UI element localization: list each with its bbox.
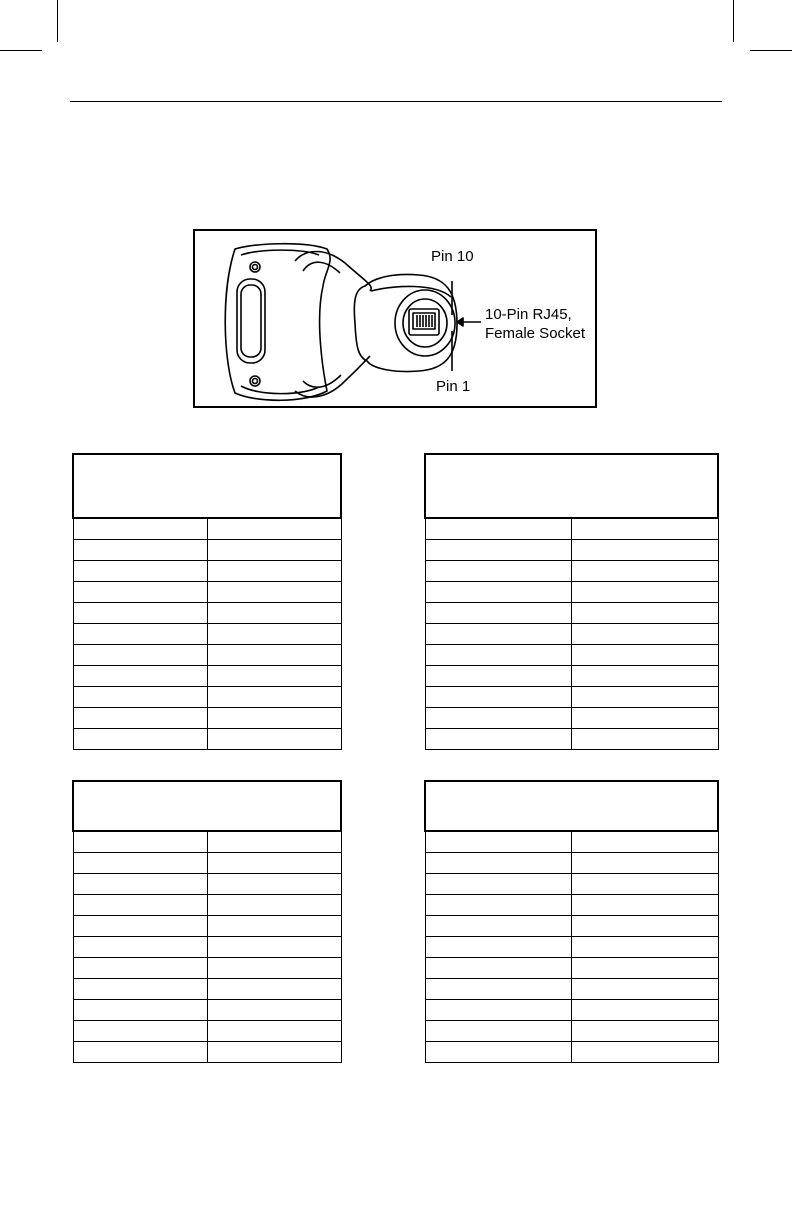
pin-10-label: Pin 10	[431, 248, 474, 265]
table-row	[425, 916, 718, 937]
table-row	[73, 687, 341, 708]
table-row	[73, 1021, 341, 1042]
pin-cell	[73, 979, 207, 1000]
pin-cell	[73, 853, 207, 874]
table-header-row	[425, 454, 718, 518]
pinout-table-top-right	[424, 453, 719, 750]
table-row	[425, 540, 718, 561]
pin-cell	[73, 831, 207, 853]
table-row	[425, 708, 718, 729]
signal-cell	[207, 687, 341, 708]
table-row	[73, 1000, 341, 1021]
pin-cell	[425, 582, 572, 603]
table-row	[73, 666, 341, 687]
signal-cell	[207, 603, 341, 624]
table-row	[425, 582, 718, 603]
table-row	[425, 687, 718, 708]
table-row	[73, 853, 341, 874]
pin-cell	[425, 831, 572, 853]
table-header	[73, 454, 341, 518]
signal-cell	[572, 1042, 719, 1063]
table-header-row	[73, 781, 341, 831]
pin-cell	[73, 687, 207, 708]
signal-cell	[572, 853, 719, 874]
signal-cell	[572, 518, 719, 540]
pin-cell	[73, 729, 207, 750]
signal-cell	[572, 1021, 719, 1042]
pin-cell	[425, 708, 572, 729]
signal-cell	[207, 582, 341, 603]
crop-mark-top-right	[750, 50, 792, 51]
pin-cell	[425, 666, 572, 687]
table-row	[73, 561, 341, 582]
pin-cell	[73, 561, 207, 582]
table-row	[425, 729, 718, 750]
table-row	[73, 916, 341, 937]
signal-cell	[207, 937, 341, 958]
pin-cell	[425, 729, 572, 750]
table-row	[425, 958, 718, 979]
table-row	[73, 540, 341, 561]
pinout-table-top-left	[72, 453, 342, 750]
signal-cell	[207, 958, 341, 979]
pin-cell	[73, 1021, 207, 1042]
signal-cell	[572, 603, 719, 624]
table-row	[73, 729, 341, 750]
pin-cell	[425, 916, 572, 937]
table-row	[425, 645, 718, 666]
pin-cell	[73, 937, 207, 958]
signal-cell	[572, 1000, 719, 1021]
signal-cell	[207, 708, 341, 729]
table-row	[73, 937, 341, 958]
socket-label-line1: 10-Pin RJ45,	[485, 306, 572, 323]
pin-cell	[425, 561, 572, 582]
pin-cell	[425, 937, 572, 958]
signal-cell	[572, 666, 719, 687]
pin-cell	[425, 603, 572, 624]
table-row	[425, 561, 718, 582]
pin-cell	[425, 518, 572, 540]
table-row	[425, 518, 718, 540]
signal-cell	[207, 1021, 341, 1042]
signal-cell	[207, 540, 341, 561]
pin-cell	[425, 979, 572, 1000]
pin-cell	[425, 687, 572, 708]
table-header	[425, 454, 718, 518]
pinout-table-bottom-left	[72, 780, 342, 1063]
pin-cell	[73, 895, 207, 916]
signal-cell	[572, 831, 719, 853]
pin-cell	[73, 874, 207, 895]
pin-cell	[425, 853, 572, 874]
signal-cell	[207, 624, 341, 645]
pin-cell	[425, 624, 572, 645]
pin-cell	[73, 1000, 207, 1021]
table-row	[73, 624, 341, 645]
pin-cell	[425, 958, 572, 979]
crop-mark-top-left	[0, 50, 42, 51]
pin-cell	[425, 874, 572, 895]
pin-cell	[73, 916, 207, 937]
signal-cell	[572, 708, 719, 729]
signal-cell	[572, 916, 719, 937]
table-row	[73, 518, 341, 540]
signal-cell	[572, 624, 719, 645]
table-row	[73, 979, 341, 1000]
table-row	[425, 624, 718, 645]
table-row	[73, 1042, 341, 1063]
signal-cell	[207, 874, 341, 895]
scanner-connector-figure	[193, 229, 597, 408]
signal-cell	[207, 895, 341, 916]
signal-cell	[207, 729, 341, 750]
pin-cell	[425, 645, 572, 666]
pin-cell	[425, 895, 572, 916]
pin-cell	[73, 1042, 207, 1063]
signal-cell	[207, 979, 341, 1000]
table-row	[425, 1021, 718, 1042]
pin-cell	[425, 1021, 572, 1042]
signal-cell	[207, 1042, 341, 1063]
pin-cell	[73, 518, 207, 540]
table-row	[73, 895, 341, 916]
pin-cell	[73, 624, 207, 645]
table-row	[425, 895, 718, 916]
table-row	[425, 874, 718, 895]
signal-cell	[207, 666, 341, 687]
table-row	[425, 937, 718, 958]
pinout-table-bottom-right	[424, 780, 719, 1063]
pin-cell	[73, 708, 207, 729]
table-row	[425, 666, 718, 687]
signal-cell	[572, 582, 719, 603]
signal-cell	[572, 687, 719, 708]
table-row	[425, 1000, 718, 1021]
crop-mark-top-right-v	[733, 0, 734, 42]
table-row	[73, 645, 341, 666]
pin-1-label: Pin 1	[436, 378, 471, 395]
signal-cell	[572, 645, 719, 666]
table-header	[425, 781, 718, 831]
signal-cell	[207, 853, 341, 874]
pin-cell	[425, 1000, 572, 1021]
signal-cell	[572, 540, 719, 561]
table-header-row	[425, 781, 718, 831]
signal-cell	[572, 958, 719, 979]
signal-cell	[207, 1000, 341, 1021]
signal-cell	[572, 895, 719, 916]
table-row	[425, 979, 718, 1000]
table-row	[73, 958, 341, 979]
table-row	[425, 853, 718, 874]
signal-cell	[207, 561, 341, 582]
table-row	[73, 831, 341, 853]
pin-cell	[73, 582, 207, 603]
signal-cell	[572, 979, 719, 1000]
pin-cell	[73, 666, 207, 687]
table-header-row	[73, 454, 341, 518]
pin-cell	[73, 603, 207, 624]
table-row	[73, 708, 341, 729]
table-row	[425, 831, 718, 853]
signal-cell	[207, 831, 341, 853]
pin-cell	[425, 1042, 572, 1063]
table-row	[425, 603, 718, 624]
signal-cell	[572, 561, 719, 582]
socket-label-line2: Female Socket	[485, 325, 586, 342]
pin-cell	[73, 540, 207, 561]
signal-cell	[207, 916, 341, 937]
table-row	[73, 603, 341, 624]
pin-cell	[73, 645, 207, 666]
signal-cell	[572, 937, 719, 958]
table-row	[73, 874, 341, 895]
header-rule	[70, 101, 722, 102]
signal-cell	[207, 518, 341, 540]
crop-mark-top-left-v	[57, 0, 58, 42]
table-row	[425, 1042, 718, 1063]
pin-cell	[425, 540, 572, 561]
table-header	[73, 781, 341, 831]
table-row	[73, 582, 341, 603]
signal-cell	[572, 729, 719, 750]
signal-cell	[572, 874, 719, 895]
pin-cell	[73, 958, 207, 979]
signal-cell	[207, 645, 341, 666]
